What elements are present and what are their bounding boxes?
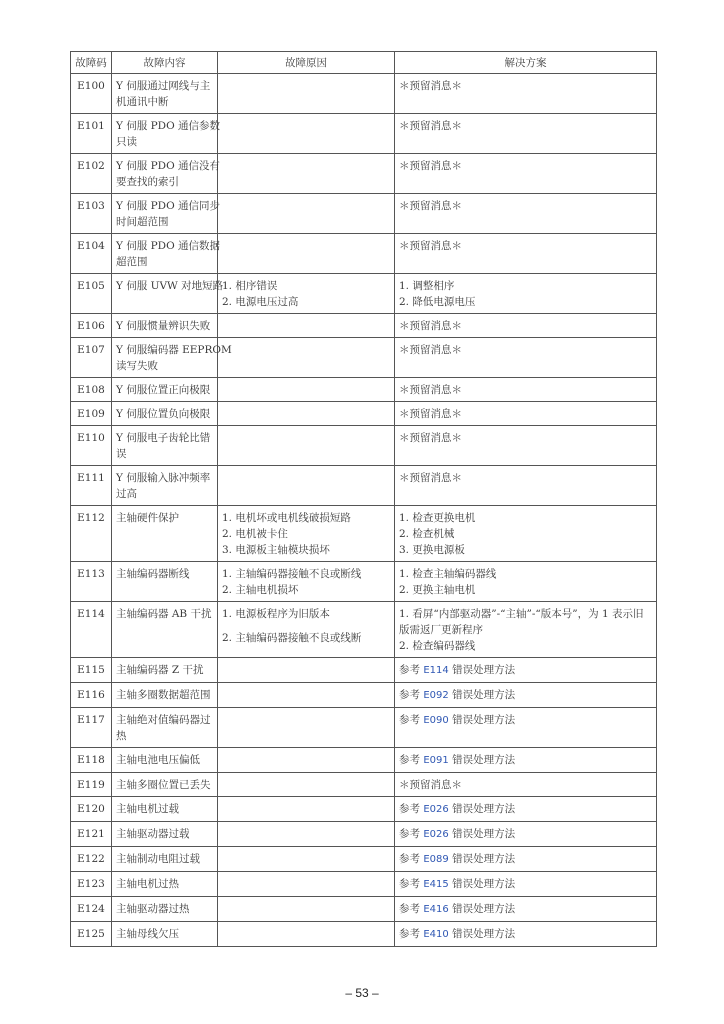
table-row <box>71 338 657 378</box>
fault-content-line: Y 伺服通过网线与主 <box>116 80 211 92</box>
fault-code-cell: E109 <box>71 402 112 426</box>
table-row <box>71 378 657 402</box>
table-row <box>71 872 657 897</box>
fault-solution-line <box>399 876 652 893</box>
fault-content-line: Y 伺服惯量辨识失败 <box>116 320 211 332</box>
fault-cause-cell <box>218 402 395 426</box>
solution-prefix: 参考 <box>399 689 424 701</box>
fault-code-cell: E113 <box>71 562 112 602</box>
fault-solution-cell <box>395 402 657 426</box>
solution-prefix: 参考 <box>399 714 424 726</box>
fault-content-cell <box>112 773 218 797</box>
fault-solution-line: 1. 调整相序 <box>399 280 455 292</box>
table-header-row <box>71 52 657 74</box>
fault-solution-line: ＊预留消息＊ <box>399 240 462 252</box>
fault-solution-line <box>399 926 652 943</box>
fault-cause-cell <box>218 658 395 683</box>
fault-solution-line: ＊预留消息＊ <box>399 472 462 484</box>
fault-content-line: 主轴多圈数据超范围 <box>116 689 211 701</box>
fault-solution-cell <box>395 114 657 154</box>
fault-cause-cell <box>218 708 395 748</box>
fault-solution-cell <box>395 154 657 194</box>
fault-cause-cell <box>218 897 395 922</box>
fault-cause-line: 2. 主轴编码器接触不良或线断 <box>222 632 362 644</box>
fault-content-line: Y 伺服输入脉冲频率 <box>116 472 211 484</box>
fault-content-cell <box>112 847 218 872</box>
fault-content-line: 只读 <box>116 136 137 148</box>
fault-content-cell <box>112 402 218 426</box>
fault-content-cell <box>112 683 218 708</box>
fault-cause-cell <box>218 194 395 234</box>
fault-content-line: 热 <box>116 730 127 742</box>
solution-suffix: 错误处理方法 <box>448 928 516 940</box>
fault-cause-cell <box>218 114 395 154</box>
error-reference-link[interactable]: E091 <box>423 755 449 766</box>
table-row <box>71 466 657 506</box>
solution-suffix: 错误处理方法 <box>448 754 516 766</box>
fault-solution-cell <box>395 234 657 274</box>
table-row <box>71 506 657 562</box>
solution-prefix: 参考 <box>399 878 424 890</box>
solution-suffix: 错误处理方法 <box>448 878 516 890</box>
fault-solution-line <box>399 801 652 818</box>
fault-cause-cell <box>218 683 395 708</box>
fault-content-line: Y 伺服位置正向极限 <box>116 384 211 396</box>
fault-solution-cell <box>395 897 657 922</box>
fault-cause-line: 2. 电源电压过高 <box>222 296 299 308</box>
fault-solution-cell <box>395 378 657 402</box>
header-solution: 解决方案 <box>395 52 657 74</box>
solution-prefix: 参考 <box>399 754 424 766</box>
fault-cause-cell <box>218 562 395 602</box>
fault-content-cell <box>112 562 218 602</box>
solution-prefix: 参考 <box>399 828 424 840</box>
fault-cause-cell <box>218 872 395 897</box>
fault-solution-cell <box>395 797 657 822</box>
table-row <box>71 748 657 773</box>
fault-content-line: Y 伺服 PDO 通信数据 <box>116 240 221 252</box>
table-row <box>71 847 657 872</box>
table-row <box>71 922 657 947</box>
table-row <box>71 797 657 822</box>
fault-content-line: 要查找的索引 <box>116 176 179 188</box>
header-content: 故障内容 <box>112 52 218 74</box>
fault-content-line: 超范围 <box>116 256 148 268</box>
fault-content-line: 主轴电机过载 <box>116 803 179 815</box>
solution-prefix: 参考 <box>399 853 424 865</box>
fault-cause-cell <box>218 773 395 797</box>
fault-code-cell: E102 <box>71 154 112 194</box>
fault-code-cell: E119 <box>71 773 112 797</box>
fault-cause-cell <box>218 847 395 872</box>
table-row <box>71 683 657 708</box>
fault-content-line: Y 伺服 UVW 对地短路 <box>116 280 224 292</box>
fault-cause-cell <box>218 506 395 562</box>
fault-cause-cell <box>218 154 395 194</box>
fault-solution-cell <box>395 426 657 466</box>
header-cause: 故障原因 <box>218 52 395 74</box>
fault-content-line: 主轴电机过热 <box>116 878 179 890</box>
solution-suffix: 错误处理方法 <box>448 903 516 915</box>
fault-solution-line <box>399 687 652 704</box>
table-row <box>71 897 657 922</box>
fault-content-cell <box>112 74 218 114</box>
fault-solution-line: 1. 检查主轴编码器线 <box>399 568 497 580</box>
fault-solution-cell <box>395 274 657 314</box>
fault-code-cell: E103 <box>71 194 112 234</box>
fault-cause-cell <box>218 466 395 506</box>
fault-content-cell <box>112 897 218 922</box>
fault-code-cell: E120 <box>71 797 112 822</box>
fault-solution-line: 1. 看屏“内部驱动器”-“主轴”-“版本号”，为 1 表示旧版需返厂更新程序 <box>399 608 644 636</box>
fault-code-cell: E124 <box>71 897 112 922</box>
fault-content-line: 机通讯中断 <box>116 96 169 108</box>
fault-cause-cell <box>218 602 395 658</box>
fault-solution-line: 1. 检查更换电机 <box>399 512 476 524</box>
fault-solution-cell <box>395 708 657 748</box>
fault-solution-cell <box>395 314 657 338</box>
fault-content-line: 主轴编码器 AB 干扰 <box>116 608 212 620</box>
fault-content-line: 读写失败 <box>116 360 158 372</box>
fault-solution-cell <box>395 872 657 897</box>
fault-solution-line: ＊预留消息＊ <box>399 80 462 92</box>
fault-content-line: 误 <box>116 448 127 460</box>
fault-content-line: 主轴多圈位置已丢失 <box>116 779 211 791</box>
fault-code-table <box>70 51 657 947</box>
table-row <box>71 822 657 847</box>
fault-code-cell: E118 <box>71 748 112 773</box>
fault-cause-cell <box>218 74 395 114</box>
fault-solution-line <box>399 712 652 729</box>
fault-solution-line <box>399 826 652 843</box>
solution-prefix: 参考 <box>399 903 424 915</box>
fault-solution-cell <box>395 748 657 773</box>
fault-solution-line: 2. 检查编码器线 <box>399 640 476 652</box>
error-reference-link[interactable]: E415 <box>423 879 449 890</box>
fault-solution-line: ＊预留消息＊ <box>399 120 462 132</box>
fault-content-line: Y 伺服编码器 EEPROM <box>116 344 232 356</box>
table-row <box>71 114 657 154</box>
fault-solution-line <box>399 752 652 769</box>
fault-solution-cell <box>395 74 657 114</box>
fault-solution-line: ＊预留消息＊ <box>399 344 462 356</box>
fault-solution-cell <box>395 194 657 234</box>
fault-cause-cell <box>218 748 395 773</box>
table-row <box>71 74 657 114</box>
fault-solution-line: ＊预留消息＊ <box>399 200 462 212</box>
fault-cause-line: 2. 主轴电机损坏 <box>222 584 299 596</box>
fault-content-line: 主轴驱动器过载 <box>116 828 190 840</box>
fault-content-cell <box>112 426 218 466</box>
table-row <box>71 194 657 234</box>
fault-content-cell <box>112 274 224 314</box>
table-row <box>71 314 657 338</box>
fault-solution-line: 2. 更换主轴电机 <box>399 584 476 596</box>
fault-solution-cell <box>395 822 657 847</box>
fault-solution-line: ＊预留消息＊ <box>399 384 462 396</box>
fault-code-cell: E107 <box>71 338 112 378</box>
table-row <box>71 426 657 466</box>
fault-code-cell: E110 <box>71 426 112 466</box>
fault-code-cell: E111 <box>71 466 112 506</box>
fault-content-cell <box>112 314 218 338</box>
fault-code-cell: E112 <box>71 506 112 562</box>
fault-content-cell <box>112 378 218 402</box>
fault-content-line: 时间超范围 <box>116 216 169 228</box>
fault-content-cell <box>112 338 232 378</box>
error-reference-link[interactable]: E416 <box>423 904 449 915</box>
fault-cause-cell <box>218 922 395 947</box>
fault-solution-cell <box>395 658 657 683</box>
fault-cause-cell <box>218 822 395 847</box>
solution-prefix: 参考 <box>399 664 424 676</box>
fault-content-line: 过高 <box>116 488 137 500</box>
fault-content-cell <box>112 234 221 274</box>
fault-content-cell <box>112 797 218 822</box>
fault-solution-cell <box>395 922 657 947</box>
fault-content-cell <box>112 506 218 562</box>
fault-cause-line: 3. 电源板主轴模块损坏 <box>222 544 330 556</box>
error-reference-link[interactable]: E092 <box>423 690 449 701</box>
fault-content-cell <box>112 708 218 748</box>
fault-content-line: 主轴制动电阻过载 <box>116 853 200 865</box>
fault-content-line: 主轴编码器 Z 干扰 <box>116 664 204 676</box>
fault-content-cell <box>112 602 218 658</box>
fault-code-cell: E122 <box>71 847 112 872</box>
table-row <box>71 602 657 658</box>
error-reference-link[interactable]: E114 <box>423 665 449 676</box>
fault-cause-line: 1. 电源板程序为旧版本 <box>222 608 330 620</box>
table-row <box>71 658 657 683</box>
solution-suffix: 错误处理方法 <box>448 714 516 726</box>
fault-solution-line: ＊预留消息＊ <box>399 408 462 420</box>
fault-cause-line: 2. 电机被卡住 <box>222 528 288 540</box>
fault-content-line: 主轴编码器断线 <box>116 568 190 580</box>
table-row <box>71 562 657 602</box>
fault-code-cell: E106 <box>71 314 112 338</box>
table-row <box>71 773 657 797</box>
fault-solution-line: ＊预留消息＊ <box>399 779 462 791</box>
fault-solution-cell <box>395 847 657 872</box>
fault-code-cell: E117 <box>71 708 112 748</box>
fault-solution-cell <box>395 466 657 506</box>
fault-content-cell <box>112 872 218 897</box>
fault-code-cell: E101 <box>71 114 112 154</box>
fault-solution-cell <box>395 338 657 378</box>
header-code: 故障码 <box>71 52 112 74</box>
fault-cause-cell <box>218 378 395 402</box>
error-reference-link[interactable]: E089 <box>423 854 449 865</box>
fault-content-line: 主轴驱动器过热 <box>116 903 190 915</box>
fault-solution-line <box>399 901 652 918</box>
fault-content-cell <box>112 748 218 773</box>
fault-content-cell <box>112 822 218 847</box>
solution-suffix: 错误处理方法 <box>448 664 516 676</box>
fault-content-cell <box>112 154 221 194</box>
fault-code-cell: E114 <box>71 602 112 658</box>
fault-solution-line <box>399 851 652 868</box>
fault-content-line: 主轴硬件保护 <box>116 512 179 524</box>
error-reference-link[interactable]: E090 <box>423 715 449 726</box>
solution-suffix: 错误处理方法 <box>448 828 516 840</box>
solution-suffix: 错误处理方法 <box>448 689 516 701</box>
solution-prefix: 参考 <box>399 803 424 815</box>
fault-solution-cell <box>395 683 657 708</box>
error-reference-link[interactable]: E026 <box>423 804 449 815</box>
fault-solution-line: 2. 降低电源电压 <box>399 296 476 308</box>
fault-solution-line <box>399 662 652 679</box>
table-row <box>71 274 657 314</box>
fault-content-line: Y 伺服电子齿轮比错 <box>116 432 211 444</box>
fault-solution-cell <box>395 773 657 797</box>
fault-content-cell <box>112 194 221 234</box>
fault-content-line: Y 伺服 PDO 通信同步 <box>116 200 221 212</box>
fault-cause-cell <box>218 338 395 378</box>
fault-code-cell: E108 <box>71 378 112 402</box>
fault-content-line: Y 伺服 PDO 通信没有 <box>116 160 221 172</box>
fault-solution-line: ＊预留消息＊ <box>399 320 462 332</box>
table-row <box>71 154 657 194</box>
fault-cause-line: 1. 相序错误 <box>222 280 278 292</box>
fault-content-line: Y 伺服 PDO 通信参数 <box>116 120 221 132</box>
fault-solution-cell <box>395 562 657 602</box>
fault-content-cell <box>112 658 218 683</box>
fault-code-cell: E105 <box>71 274 112 314</box>
table-row <box>71 234 657 274</box>
fault-code-cell: E123 <box>71 872 112 897</box>
fault-cause-line: 1. 电机坏或电机线破损短路 <box>222 512 351 524</box>
fault-code-cell: E115 <box>71 658 112 683</box>
error-reference-link[interactable]: E026 <box>423 829 449 840</box>
fault-cause-cell <box>218 234 395 274</box>
fault-code-cell: E104 <box>71 234 112 274</box>
fault-solution-cell <box>395 602 657 658</box>
fault-content-line: Y 伺服位置负向极限 <box>116 408 211 420</box>
fault-cause-cell <box>218 274 395 314</box>
fault-solution-line: 2. 检查机械 <box>399 528 455 540</box>
fault-solution-line: ＊预留消息＊ <box>399 160 462 172</box>
fault-solution-line: 3. 更换电源板 <box>399 544 465 556</box>
fault-code-cell: E100 <box>71 74 112 114</box>
table-row <box>71 708 657 748</box>
fault-content-line: 主轴电池电压偏低 <box>116 754 200 766</box>
solution-suffix: 错误处理方法 <box>448 803 516 815</box>
fault-solution-cell <box>395 506 657 562</box>
fault-content-line: 主轴母线欠压 <box>116 928 179 940</box>
error-reference-link[interactable]: E410 <box>423 929 449 940</box>
fault-cause-line <box>222 622 390 630</box>
fault-content-cell <box>112 466 218 506</box>
fault-code-cell: E121 <box>71 822 112 847</box>
page-number: – 53 – <box>345 986 379 1000</box>
solution-suffix: 错误处理方法 <box>448 853 516 865</box>
fault-code-cell: E116 <box>71 683 112 708</box>
fault-content-cell <box>112 114 221 154</box>
fault-code-cell: E125 <box>71 922 112 947</box>
fault-cause-cell <box>218 797 395 822</box>
table-body <box>71 74 657 947</box>
fault-solution-line: ＊预留消息＊ <box>399 432 462 444</box>
solution-prefix: 参考 <box>399 928 424 940</box>
table-row <box>71 402 657 426</box>
fault-cause-cell <box>218 314 395 338</box>
fault-cause-cell <box>218 426 395 466</box>
fault-content-line: 主轴绝对值编码器过 <box>116 714 211 726</box>
fault-cause-line: 1. 主轴编码器接触不良或断线 <box>222 568 362 580</box>
fault-content-cell <box>112 922 218 947</box>
